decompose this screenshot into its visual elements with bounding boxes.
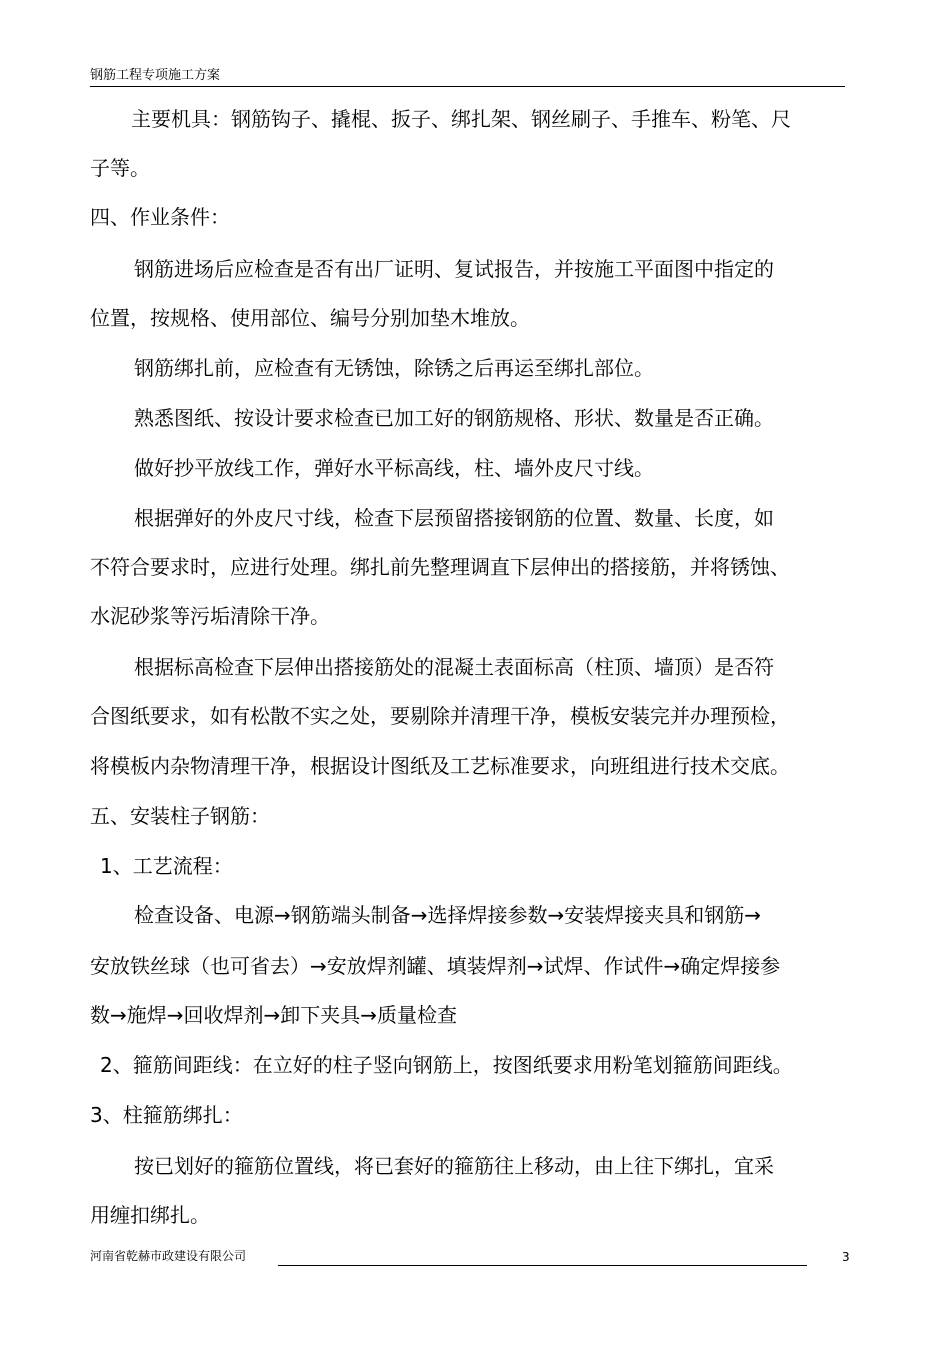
- page-number: 3: [842, 1250, 850, 1264]
- company-name: 河南省乾赫市政建设有限公司: [90, 1249, 247, 1263]
- body-line: 位置，按规格、使用部位、编号分别加垫木堆放。: [90, 306, 530, 330]
- body-line: 数→施焊→回收焊剂→卸下夹具→质量检查: [90, 1003, 458, 1027]
- body-line: 用缠扣绑扎。: [90, 1203, 210, 1227]
- document-title: 钢筋工程专项施工方案: [90, 68, 221, 83]
- section-heading: 五、安装柱子钢筋：: [90, 804, 270, 828]
- body-line: 根据标高检查下层伸出搭接筋处的混凝土表面标高（柱顶、墙顶）是否符: [134, 655, 774, 679]
- body-line: 根据弹好的外皮尺寸线，检查下层预留搭接钢筋的位置、数量、长度，如: [134, 506, 774, 530]
- subsection-heading: 1、工艺流程：: [100, 854, 233, 878]
- body-line: 熟悉图纸、按设计要求检查已加工好的钢筋规格、形状、数量是否正确。: [134, 406, 774, 430]
- footer-divider: [278, 1265, 807, 1266]
- body-line: 不符合要求时，应进行处理。绑扎前先整理调直下层伸出的搭接筋，并将锈蚀、: [90, 555, 790, 579]
- body-line: 安放铁丝球（也可省去）→安放焊剂罐、填装焊剂→试焊、作试件→确定焊接参: [90, 954, 781, 978]
- body-line: 主要机具：钢筋钩子、撬棍、扳子、绑扎架、钢丝刷子、手推车、粉笔、尺: [131, 107, 791, 131]
- body-line: 将模板内杂物清理干净，根据设计图纸及工艺标准要求，向班组进行技术交底。: [90, 754, 790, 778]
- subsection-heading: 2、箍筋间距线：在立好的柱子竖向钢筋上，按图纸要求用粉笔划箍筋间距线。: [100, 1053, 793, 1077]
- header-divider: [90, 86, 845, 87]
- section-heading: 四、作业条件：: [90, 205, 230, 229]
- body-line: 子等。: [90, 156, 150, 180]
- body-line: 按已划好的箍筋位置线，将已套好的箍筋往上移动，由上往下绑扎，宜采: [134, 1154, 774, 1178]
- body-line: 做好抄平放线工作，弹好水平标高线，柱、墙外皮尺寸线。: [134, 456, 654, 480]
- subsection-heading: 3、柱箍筋绑扎：: [90, 1103, 243, 1127]
- body-line: 合图纸要求，如有松散不实之处，要剔除并清理干净，模板安装完并办理预检，: [90, 704, 790, 728]
- body-line: 钢筋进场后应检查是否有出厂证明、复试报告，并按施工平面图中指定的: [134, 257, 774, 281]
- body-line: 检查设备、电源→钢筋端头制备→选择焊接参数→安装焊接夹具和钢筋→: [134, 903, 762, 927]
- body-line: 钢筋绑扎前，应检查有无锈蚀，除锈之后再运至绑扎部位。: [134, 356, 654, 380]
- body-line: 水泥砂浆等污垢清除干净。: [90, 604, 330, 628]
